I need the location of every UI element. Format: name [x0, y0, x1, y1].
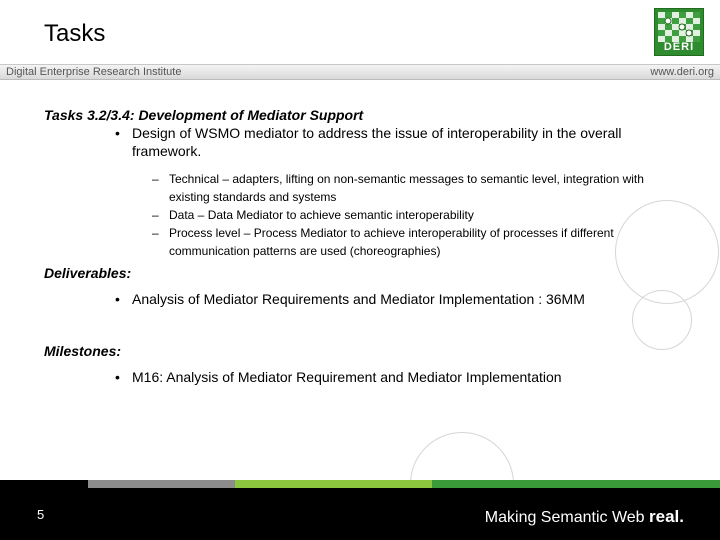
dash-icon: – — [152, 208, 159, 222]
bullet-dot-icon: • — [115, 125, 120, 141]
sub-item — [44, 206, 664, 224]
tagline-emphasis: real. — [649, 507, 684, 526]
header-bar — [0, 64, 720, 80]
sub-item-text: Process level – Process Mediator to achieve interoperability of processes if different communication patterns are used (choreographies) — [169, 226, 614, 258]
slide-title: Tasks — [44, 20, 106, 47]
bullet-dot-icon: • — [115, 369, 120, 385]
tasks-title: Development of Mediator Support — [138, 107, 364, 123]
milestones-heading: Milestones: — [44, 343, 122, 359]
deliverables-heading: Deliverables: — [44, 265, 132, 281]
bullet-text: Design of WSMO mediator to address the issue of interoperability in the overall framework. — [132, 125, 622, 159]
website-url: www.deri.org — [650, 66, 714, 78]
footer-tagline — [485, 507, 684, 527]
sub-item — [44, 170, 664, 206]
sub-item — [44, 224, 664, 260]
footer-stripe-gray — [88, 480, 235, 488]
logo-chessboard-icon — [658, 12, 700, 42]
footer-stripe-light-green — [235, 480, 432, 488]
milestones-bullet — [44, 368, 684, 386]
slide-content — [44, 106, 684, 386]
dash-icon: – — [152, 226, 159, 240]
deliverables-bullet — [44, 290, 684, 308]
bullet-text: Analysis of Mediator Requirements and Mediator Implementation : 36MM — [132, 291, 585, 307]
deri-logo — [654, 8, 704, 56]
tagline-prefix: Making Semantic Web — [484, 509, 645, 526]
dash-icon: – — [152, 172, 159, 186]
sub-item-text: Data – Data Mediator to achieve semantic interoperability — [169, 208, 474, 222]
footer-stripe-green — [432, 480, 720, 488]
footer-bar — [0, 480, 720, 540]
logo-text: DERI — [663, 41, 695, 53]
bullet-text: M16: Analysis of Mediator Requirement and Mediator Implementation — [132, 369, 562, 385]
institute-name: Digital Enterprise Research Institute — [6, 66, 182, 78]
tasks-label: Tasks 3.2/3.4: — [44, 107, 135, 123]
tasks-bullet — [44, 124, 684, 160]
tasks-heading — [44, 106, 684, 124]
page-number: 5 — [37, 507, 45, 522]
sub-item-text: Technical – adapters, lifting on non-semantic messages to semantic level, integration with existing standards and systems — [169, 172, 644, 204]
bullet-dot-icon: • — [115, 291, 120, 307]
